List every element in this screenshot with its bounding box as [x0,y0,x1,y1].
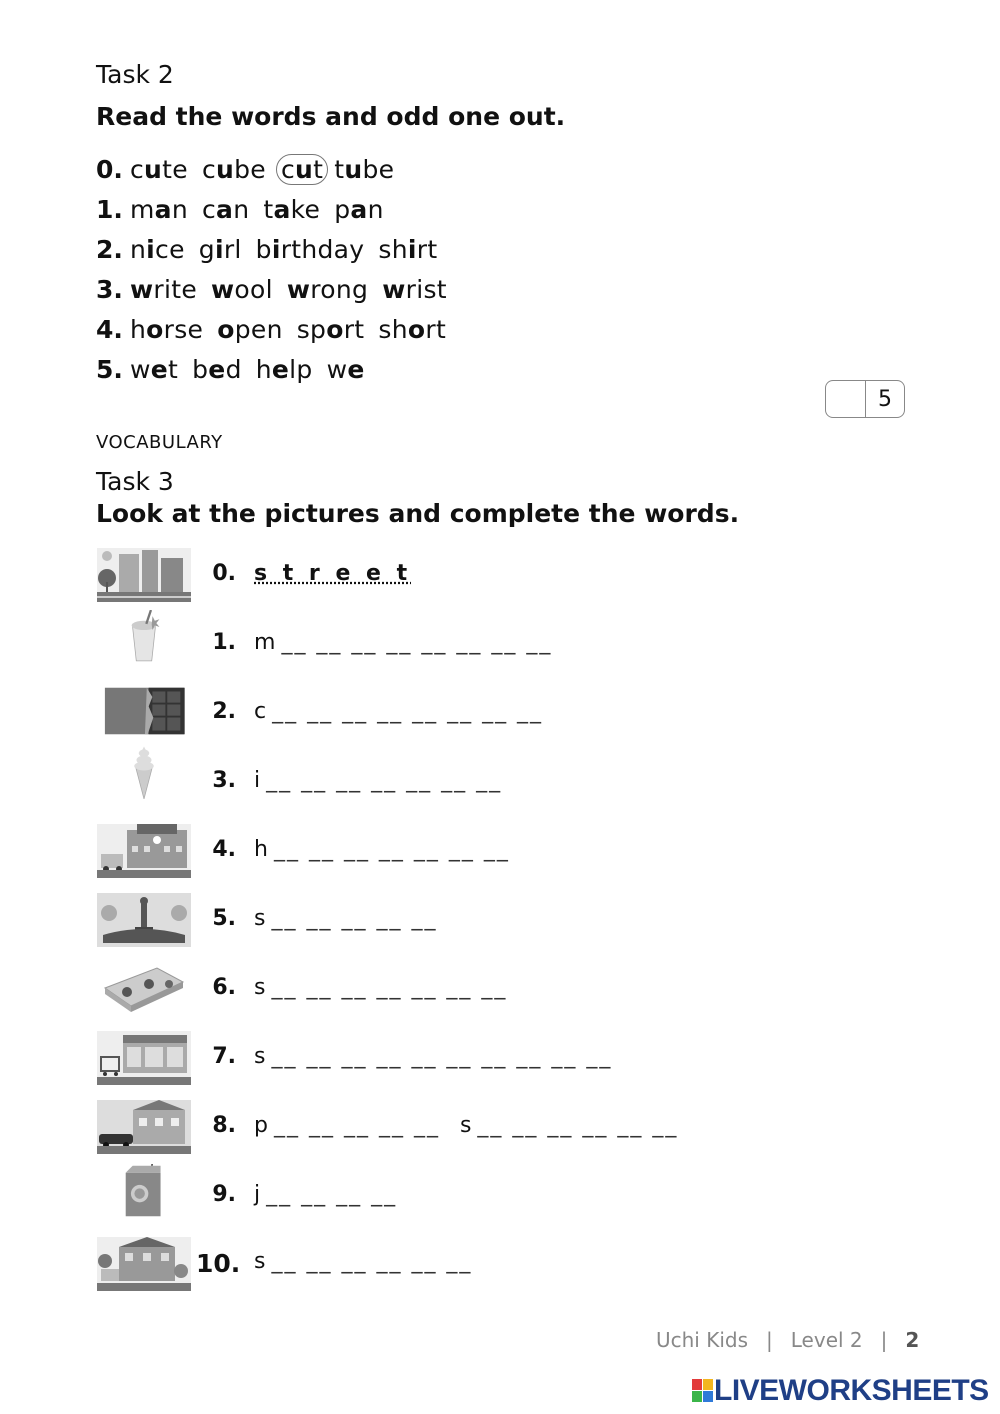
logo-text: LIVEWORKSHEETS [714,1374,989,1407]
task2-item [96,151,408,187]
word-option[interactable]: nice [130,234,185,264]
footer-separator: | [766,1328,773,1352]
example-answer: s t r e e t [254,561,412,586]
word-blank-field[interactable]: i __ __ __ __ __ __ __ [254,768,503,793]
item-number: 2. [96,234,123,264]
task3-title: Task 3 [96,467,174,496]
supermarket-icon [97,1031,191,1085]
item-number: 5. [96,354,123,384]
street-icon [97,548,191,602]
task2-item [96,311,460,347]
task3-instruction: Look at the pictures and complete the words. [96,499,740,528]
item-number: 0. [96,154,123,184]
word-option[interactable]: we [326,354,365,384]
word-blank-field[interactable]: j __ __ __ __ [254,1182,398,1207]
word-blank-field[interactable]: p __ __ __ __ __ s __ __ __ __ __ __ [254,1113,679,1138]
word-option[interactable]: take [263,194,321,224]
item-number: 4. [212,837,236,862]
footer [656,1328,919,1352]
word-option[interactable]: open [217,314,283,344]
liveworksheets-logo[interactable] [692,1374,989,1408]
word-option[interactable]: man [130,194,188,224]
item-number: 7. [212,1044,236,1069]
item-number: 2. [212,699,236,724]
word-option[interactable]: sport [296,314,365,344]
word-option[interactable]: shirt [378,234,438,264]
word-blank-field[interactable]: s __ __ __ __ __ __ __ [254,975,508,1000]
word-blank-field[interactable]: h __ __ __ __ __ __ __ [254,837,510,862]
word-option[interactable]: cute [130,154,188,184]
school-icon [97,1237,191,1291]
task2-title: Task 2 [96,60,174,89]
item-number: 1. [212,630,236,655]
score-max: 5 [878,386,892,412]
task2-item [96,191,398,227]
word-blank-field[interactable]: m __ __ __ __ __ __ __ __ [254,630,553,655]
chocolate-icon [97,684,191,738]
task2-item [96,271,461,307]
item-number: 4. [96,314,123,344]
footer-separator: | [880,1328,888,1352]
item-number: 5. [212,906,236,931]
item-number: 10. [196,1249,241,1278]
word-blank-field[interactable]: s __ __ __ __ __ __ __ __ __ __ [254,1044,613,1069]
juice-icon [97,1164,191,1218]
item-number: 8. [212,1113,236,1138]
footer-brand: Uchi Kids [656,1328,749,1352]
word-option[interactable]: wool [211,274,273,304]
word-option[interactable]: wrist [382,274,447,304]
task2-item [96,351,379,387]
word-blank-field[interactable]: s __ __ __ __ __ __ [254,1249,473,1274]
word-option[interactable]: girl [198,234,242,264]
section-label: VOCABULARY [96,432,223,453]
page-number: 2 [905,1328,920,1352]
word-option[interactable]: help [255,354,313,384]
word-option[interactable]: wet [130,354,179,384]
hospital-icon [97,824,191,878]
task2-item [96,231,451,267]
score-input[interactable] [826,381,866,417]
word-option[interactable]: short [378,314,447,344]
task2-instruction: Read the words and odd one out. [96,102,566,131]
word-option[interactable]: wrong [286,274,369,304]
square-icon [97,893,191,947]
milkshake-icon [97,610,191,664]
word-option[interactable]: write [130,274,198,304]
word-option[interactable]: birthday [255,234,365,264]
word-option[interactable]: bed [192,354,242,384]
word-blank-field[interactable]: s __ __ __ __ __ [254,906,438,931]
word-option[interactable]: pan [334,194,384,224]
footer-level: Level 2 [790,1328,863,1352]
score-box [825,380,905,418]
item-number: 3. [212,768,236,793]
word-option[interactable]: tube [334,154,395,184]
ice-cream-icon [97,745,191,799]
item-number: 9. [212,1182,236,1207]
item-number: 1. [96,194,123,224]
logo-blocks-icon [692,1379,714,1403]
word-option[interactable]: can [201,194,250,224]
item-number: 6. [212,975,236,1000]
word-blank-field[interactable]: c __ __ __ __ __ __ __ __ [254,699,544,724]
police-station-icon [97,1100,191,1154]
word-option[interactable]: cube [201,154,266,184]
circled-answer[interactable]: cut [276,154,328,185]
word-option[interactable]: horse [130,314,204,344]
sandwich-icon [97,962,191,1016]
item-number: 3. [96,274,123,304]
item-number: 0. [212,561,236,586]
